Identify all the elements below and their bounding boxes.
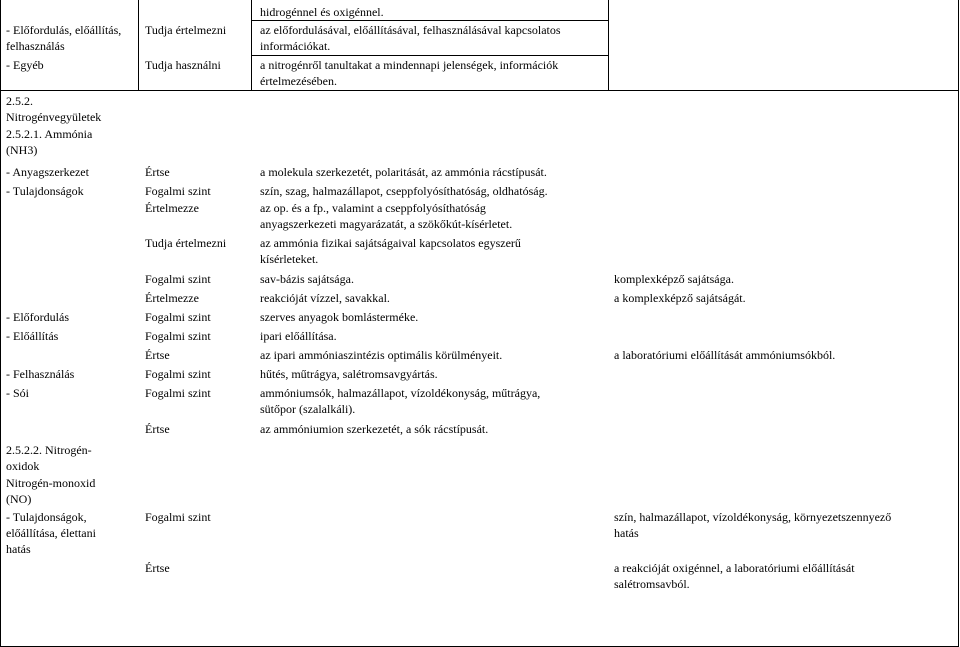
section-heading: (NH3): [6, 143, 38, 157]
level-cell: Tudja értelmezni: [145, 23, 227, 37]
level-cell: Értse: [145, 348, 170, 362]
level-cell: Értse: [145, 422, 170, 436]
requirement-cell: sav-bázis sajátsága.: [260, 272, 354, 286]
requirement-cell: szín, szag, halmazállapot, cseppfolyósíthatóság, oldhatóság.: [260, 184, 548, 198]
requirement-cell: az ipari ammóniaszintézis optimális körülményeit.: [260, 348, 503, 362]
topic-cell: - Előállítás: [6, 329, 59, 343]
level-cell: Fogalmi szint: [145, 386, 211, 400]
topic-cell: - Tulajdonságok,: [6, 510, 87, 524]
section-heading: (NO): [6, 492, 32, 506]
row-divider: [251, 55, 608, 56]
level-cell: Értelmezze: [145, 201, 199, 215]
advanced-requirement-cell: komplexképző sajátsága.: [614, 272, 734, 286]
requirement-cell: az op. és a fp., valamint a cseppfolyósíthatóság: [260, 201, 486, 215]
advanced-requirement-cell: a komplexképző sajátságát.: [614, 291, 746, 305]
topic-cell: - Tulajdonságok: [6, 184, 84, 198]
level-cell: Értse: [145, 561, 170, 575]
requirement-cell: az előfordulásával, előállításával, felhasználásával kapcsolatos információkat.: [260, 23, 561, 53]
section-heading: Nitrogén-monoxid: [6, 476, 96, 490]
requirement-cell: a nitrogénről tanultakat a mindennapi jelenségek, információk értelmezésében.: [260, 58, 559, 88]
topic-cell: - Sói: [6, 386, 30, 400]
requirement-cell: sütőpor (szalalkáli).: [260, 402, 356, 416]
table-border-left: [0, 0, 1, 647]
advanced-requirement-cell: a laboratóriumi előállítását ammóniumsókból.: [614, 348, 836, 362]
requirement-cell: a molekula szerkezetét, polaritását, az ammónia rácstípusát.: [260, 165, 547, 179]
level-cell: Fogalmi szint: [145, 272, 211, 286]
column-divider: [251, 0, 252, 90]
level-cell: Tudja használni: [145, 58, 221, 72]
section-heading: 2.5.2.: [6, 94, 33, 108]
level-cell: Tudja értelmezni: [145, 236, 227, 250]
section-heading: Nitrogénvegyületek: [6, 110, 102, 124]
advanced-requirement-cell: salétromsavból.: [614, 577, 690, 591]
row-divider: [251, 20, 608, 21]
level-cell: Fogalmi szint: [145, 510, 211, 524]
section-heading: 2.5.2.2. Nitrogén-: [6, 443, 92, 457]
topic-cell: - Felhasználás: [6, 367, 75, 381]
topic-cell: - Anyagszerkezet: [6, 165, 89, 179]
requirement-cell: ipari előállítása.: [260, 329, 337, 343]
topic-cell: hatás: [6, 542, 31, 556]
level-cell: Értse: [145, 165, 170, 179]
table-border-right: [958, 0, 959, 647]
topic-cell: - Egyéb: [6, 58, 44, 72]
requirement-cell: szerves anyagok bomlásterméke.: [260, 310, 419, 324]
section-heading: oxidok: [6, 459, 40, 473]
level-cell: Fogalmi szint: [145, 367, 211, 381]
column-divider: [608, 0, 609, 90]
requirement-cell: ammóniumsók, halmazállapot, vízoldékonyság, műtrágya,: [260, 386, 541, 400]
topic-cell: - Előfordulás: [6, 310, 69, 324]
level-cell: Fogalmi szint: [145, 329, 211, 343]
advanced-requirement-cell: szín, halmazállapot, vízoldékonyság, környezetszennyező: [614, 510, 892, 524]
level-cell: Értelmezze: [145, 291, 199, 305]
requirement-cell: hidrogénnel és oxigénnel.: [260, 5, 384, 19]
topic-cell: előállítása, élettani: [6, 526, 96, 540]
topic-cell: - Előfordulás, előállítás, felhasználás: [6, 23, 122, 53]
requirement-cell: az ammóniumion szerkezetét, a sók rácstípusát.: [260, 422, 489, 436]
requirement-cell: hűtés, műtrágya, salétromsavgyártás.: [260, 367, 438, 381]
requirement-cell: az ammónia fizikai sajátságaival kapcsolatos egyszerű: [260, 236, 521, 250]
section-heading: 2.5.2.1. Ammónia: [6, 127, 93, 141]
requirement-cell: kísérleteket.: [260, 252, 319, 266]
level-cell: Fogalmi szint: [145, 310, 211, 324]
requirement-cell: anyagszerkezeti magyarázatát, a szökőkút-kísérletet.: [260, 217, 513, 231]
requirement-cell: reakcióját vízzel, savakkal.: [260, 291, 390, 305]
advanced-requirement-cell: a reakcióját oxigénnel, a laboratóriumi előállítását: [614, 561, 855, 575]
row-divider: [0, 90, 959, 91]
advanced-requirement-cell: hatás: [614, 526, 639, 540]
level-cell: Fogalmi szint: [145, 184, 211, 198]
column-divider: [138, 0, 139, 90]
